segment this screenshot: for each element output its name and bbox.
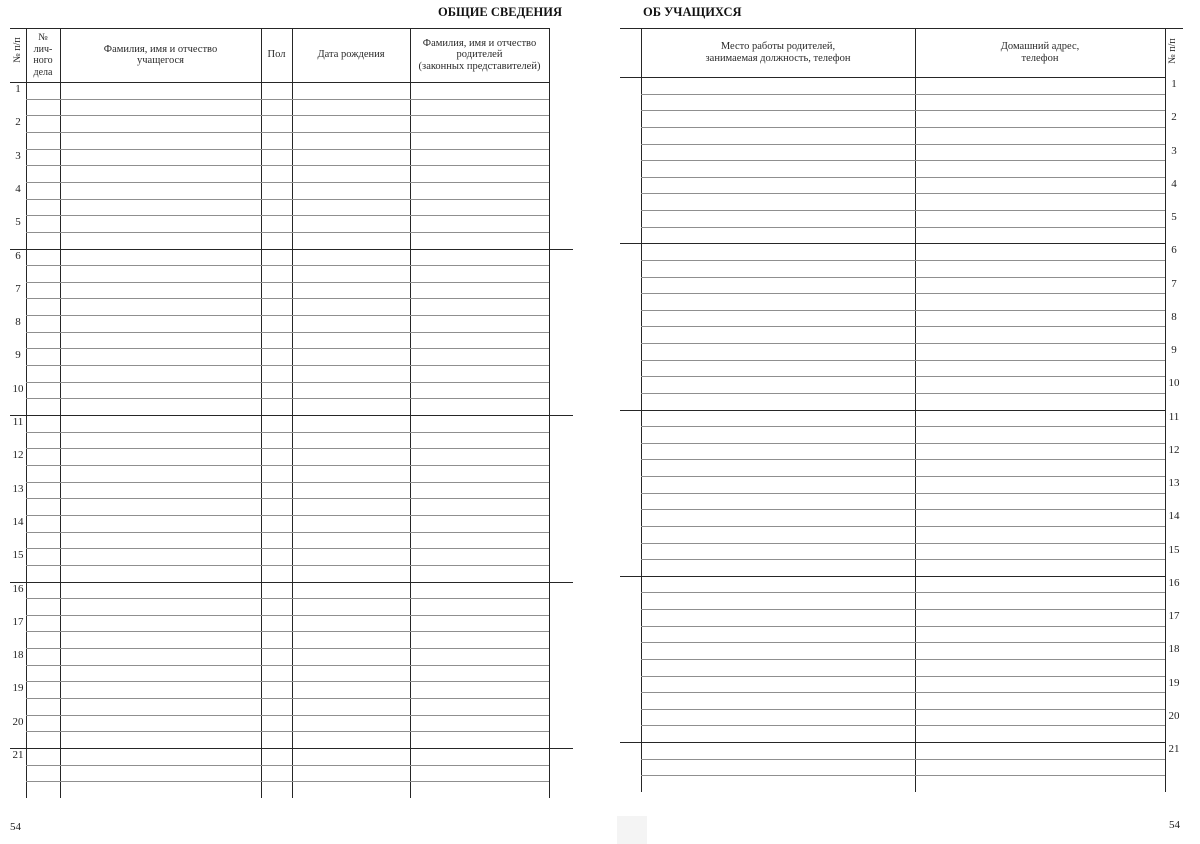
- row-number: 12: [12, 449, 24, 461]
- row-number-column: [600, 0, 1200, 844]
- row-number: 3: [15, 150, 21, 162]
- column-header-label: ного: [33, 55, 53, 66]
- row-number: 1: [15, 83, 21, 95]
- row-number: 19: [1168, 677, 1180, 689]
- row-number: 12: [1168, 444, 1180, 456]
- right-page: [600, 0, 1200, 844]
- spread-title-right: ОБ УЧАЩИХСЯ: [643, 5, 742, 19]
- row-number: 5: [1171, 211, 1177, 223]
- row-number: 19: [12, 682, 24, 694]
- row-number: 9: [15, 349, 21, 361]
- column-header-label: лич-: [33, 43, 53, 55]
- row-number: 13: [12, 483, 24, 495]
- row-number: 16: [12, 583, 24, 595]
- column-header-label: (законных представителей): [418, 60, 541, 72]
- column-header-label: Домашний адрес,: [1000, 41, 1080, 52]
- page-number: 54: [1169, 819, 1180, 831]
- row-number: 3: [1171, 145, 1177, 157]
- column-header-label: телефон: [1021, 52, 1059, 64]
- column-header-label: Фамилия, имя и отчество: [422, 37, 537, 49]
- row-number: 4: [15, 183, 21, 195]
- row-number: 10: [1168, 377, 1180, 389]
- column-header-row-number: № п/п: [12, 37, 23, 63]
- row-number: 7: [1171, 278, 1177, 290]
- row-number: 21: [1168, 743, 1180, 755]
- row-number: 13: [1168, 477, 1180, 489]
- row-number: 14: [1168, 510, 1180, 522]
- page-spine-shadow: [617, 816, 647, 844]
- row-number: 20: [12, 716, 24, 728]
- row-number: 2: [15, 116, 21, 128]
- column-header-row-number: № п/п: [1167, 38, 1178, 64]
- row-number: 21: [12, 749, 24, 761]
- row-number: 16: [1168, 577, 1180, 589]
- row-number: 17: [12, 616, 24, 628]
- row-number: 11: [1168, 411, 1180, 423]
- row-number: 6: [1171, 244, 1177, 256]
- row-number: 17: [1168, 610, 1180, 622]
- row-number: 8: [15, 316, 21, 328]
- row-number: 7: [15, 283, 21, 295]
- row-number: 6: [15, 250, 21, 262]
- row-number: 5: [15, 216, 21, 228]
- column-header-label: дела: [33, 66, 53, 78]
- page-number: 54: [10, 821, 21, 833]
- row-number: 10: [12, 383, 24, 395]
- column-header-label: Дата рождения: [317, 49, 385, 61]
- row-number: 15: [1168, 544, 1180, 556]
- row-number: 11: [12, 416, 24, 428]
- row-number: 8: [1171, 311, 1177, 323]
- spread-title-left: ОБЩИЕ СВЕДЕНИЯ: [438, 5, 563, 19]
- column-header-label: Пол: [267, 49, 286, 61]
- row-number: 4: [1171, 178, 1177, 190]
- row-number: 14: [12, 516, 24, 528]
- row-number: 15: [12, 549, 24, 561]
- column-header-label: занимаемая должность, телефон: [705, 52, 851, 64]
- column-header-label: Фамилия, имя и отчество: [103, 43, 218, 55]
- row-number: 18: [12, 649, 24, 661]
- column-header-label: Место работы родителей,: [720, 41, 836, 52]
- row-number: 2: [1171, 111, 1177, 123]
- row-number: 20: [1168, 710, 1180, 722]
- column-header-label: №: [38, 32, 48, 43]
- row-number: 1: [1171, 78, 1177, 90]
- row-number: 9: [1171, 344, 1177, 356]
- column-header-label: учащегося: [137, 55, 184, 66]
- column-header-label: родителей: [456, 49, 503, 61]
- row-number: 18: [1168, 643, 1180, 655]
